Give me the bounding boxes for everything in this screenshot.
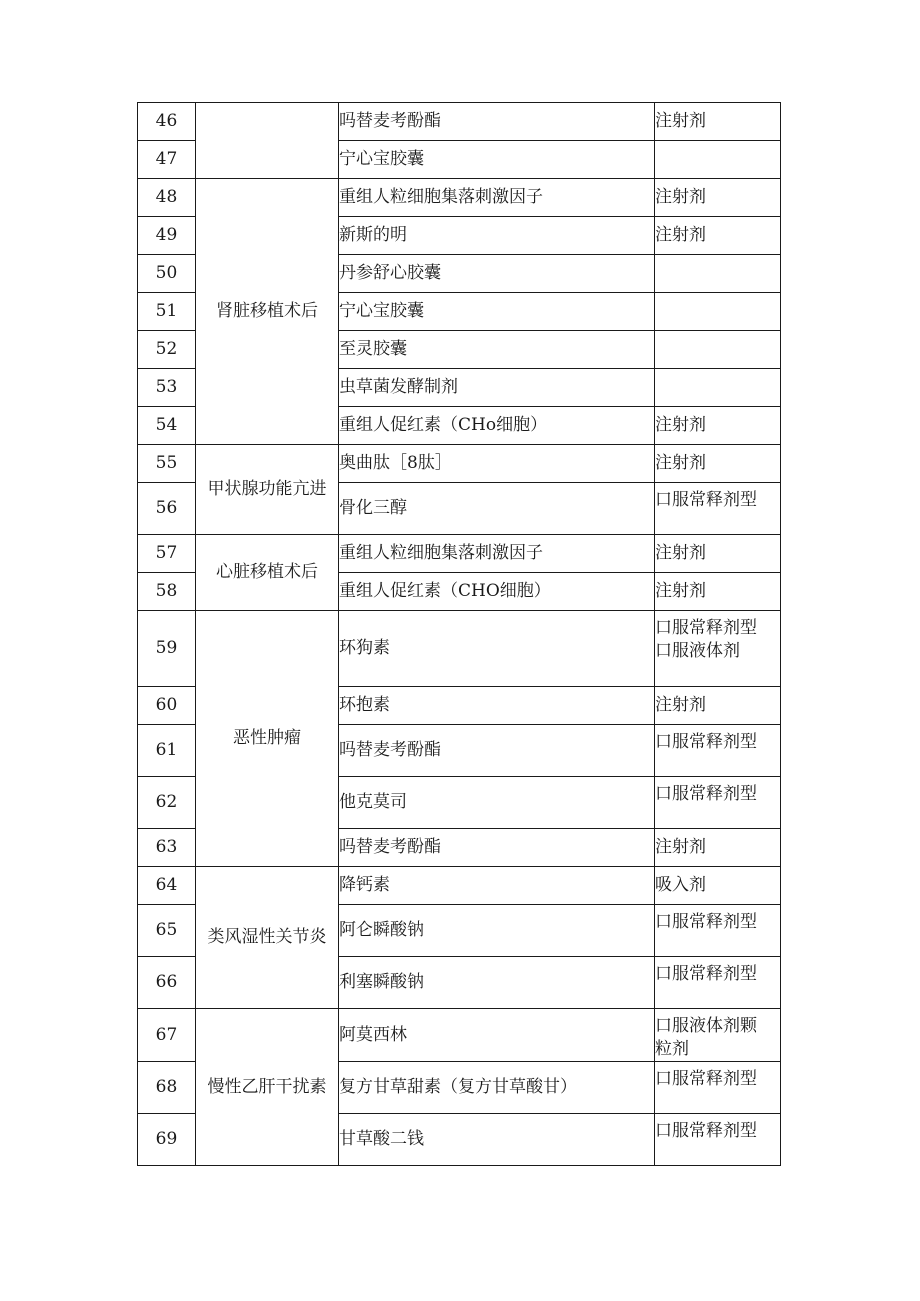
condition-cell: 类风湿性关节炎 (196, 867, 339, 1009)
row-number: 69 (138, 1114, 196, 1166)
dosage-form (655, 483, 781, 535)
dosage-form-line: 口服常释剂型 (655, 732, 757, 752)
drug-table (137, 102, 781, 1166)
dosage-form (655, 331, 781, 369)
drug-name: 阿莫西林 (339, 1009, 655, 1062)
drug-name: 新斯的明 (339, 217, 655, 255)
row-number: 50 (138, 255, 196, 293)
dosage-form (655, 905, 781, 957)
dosage-form-line: 口服常释剂型 (655, 490, 757, 510)
dosage-form (655, 1114, 781, 1166)
row-number: 67 (138, 1009, 196, 1062)
row-number: 59 (138, 611, 196, 687)
drug-name: 重组人粒细胞集落刺激因子 (339, 179, 655, 217)
drug-name: 重组人促红素（CHO细胞） (339, 573, 655, 611)
drug-name: 吗替麦考酚酯 (339, 103, 655, 141)
dosage-form (655, 1062, 781, 1114)
row-number: 61 (138, 725, 196, 777)
dosage-form (655, 445, 781, 483)
dosage-form-line: 注射剂 (655, 543, 706, 563)
drug-name: 宁心宝胶囊 (339, 141, 655, 179)
table-row (138, 611, 781, 687)
drug-name: 重组人粒细胞集落刺激因子 (339, 535, 655, 573)
drug-name: 虫草菌发酵制剂 (339, 369, 655, 407)
dosage-form (655, 611, 781, 687)
dosage-form (655, 725, 781, 777)
drug-name: 复方甘草甜素（复方甘草酸甘） (339, 1062, 655, 1114)
row-number: 56 (138, 483, 196, 535)
dosage-form-line: 口服液体剂 (655, 641, 740, 661)
dosage-form (655, 777, 781, 829)
drug-name: 奥曲肽［8肽］ (339, 445, 655, 483)
dosage-form (655, 535, 781, 573)
dosage-form-line: 注射剂 (655, 187, 706, 207)
condition-cell: 恶性肿瘤 (196, 611, 339, 867)
row-number: 46 (138, 103, 196, 141)
dosage-form (655, 957, 781, 1009)
row-number: 64 (138, 867, 196, 905)
drug-name: 利塞瞬酸钠 (339, 957, 655, 1009)
table-row (138, 867, 781, 905)
dosage-form (655, 103, 781, 141)
drug-name: 至灵胶囊 (339, 331, 655, 369)
dosage-form-line: 口服常释剂型 (655, 784, 757, 804)
drug-name: 宁心宝胶囊 (339, 293, 655, 331)
dosage-form (655, 687, 781, 725)
row-number: 55 (138, 445, 196, 483)
condition-cell: 心脏移植术后 (196, 535, 339, 611)
drug-name: 降钙素 (339, 867, 655, 905)
drug-name: 他克莫司 (339, 777, 655, 829)
dosage-form-line: 口服常释剂型 (655, 964, 757, 984)
row-number: 54 (138, 407, 196, 445)
drug-name: 甘草酸二钱 (339, 1114, 655, 1166)
table-row (138, 1009, 781, 1062)
condition-cell: 甲状腺功能亢进 (196, 445, 339, 535)
condition-cell: 肾脏移植术后 (196, 179, 339, 445)
row-number: 68 (138, 1062, 196, 1114)
drug-name: 骨化三醇 (339, 483, 655, 535)
row-number: 65 (138, 905, 196, 957)
dosage-form-line: 口服常释剂型 (655, 912, 757, 932)
dosage-form-line: 口服常释剂型 (655, 618, 757, 638)
row-number: 63 (138, 829, 196, 867)
dosage-form (655, 217, 781, 255)
dosage-form (655, 829, 781, 867)
row-number: 66 (138, 957, 196, 1009)
table-row (138, 179, 781, 217)
row-number: 53 (138, 369, 196, 407)
dosage-form-line: 注射剂 (655, 581, 706, 601)
dosage-form-line: 口服常释剂型 (655, 1121, 757, 1141)
dosage-form-line: 吸入剂 (655, 875, 706, 895)
dosage-form-line: 口服常释剂型 (655, 1069, 757, 1089)
dosage-form (655, 179, 781, 217)
row-number: 47 (138, 141, 196, 179)
dosage-form (655, 141, 781, 179)
dosage-form-line: 注射剂 (655, 453, 706, 473)
row-number: 57 (138, 535, 196, 573)
dosage-form-line: 注射剂 (655, 225, 706, 245)
dosage-form (655, 369, 781, 407)
drug-name: 环抱素 (339, 687, 655, 725)
row-number: 48 (138, 179, 196, 217)
condition-cell: 慢性乙肝干扰素 (196, 1009, 339, 1166)
dosage-form-line: 注射剂 (655, 695, 706, 715)
row-number: 60 (138, 687, 196, 725)
drug-name: 丹参舒心胶囊 (339, 255, 655, 293)
dosage-form-line: 口服液体剂颗 (655, 1016, 757, 1036)
dosage-form-line: 注射剂 (655, 415, 706, 435)
drug-name: 吗替麦考酚酯 (339, 725, 655, 777)
dosage-form (655, 407, 781, 445)
dosage-form (655, 293, 781, 331)
row-number: 49 (138, 217, 196, 255)
dosage-form (655, 573, 781, 611)
drug-name: 环狗素 (339, 611, 655, 687)
condition-cell (196, 103, 339, 179)
table-row (138, 103, 781, 141)
dosage-form-line: 注射剂 (655, 837, 706, 857)
drug-name: 重组人促红素（CHo细胞） (339, 407, 655, 445)
dosage-form (655, 867, 781, 905)
table-row (138, 535, 781, 573)
row-number: 62 (138, 777, 196, 829)
dosage-form-line: 粒剂 (655, 1039, 689, 1059)
drug-name: 吗替麦考酚酯 (339, 829, 655, 867)
dosage-form (655, 255, 781, 293)
row-number: 51 (138, 293, 196, 331)
dosage-form-line: 注射剂 (655, 111, 706, 131)
row-number: 52 (138, 331, 196, 369)
table-row (138, 445, 781, 483)
row-number: 58 (138, 573, 196, 611)
dosage-form (655, 1009, 781, 1062)
drug-name: 阿仑瞬酸钠 (339, 905, 655, 957)
